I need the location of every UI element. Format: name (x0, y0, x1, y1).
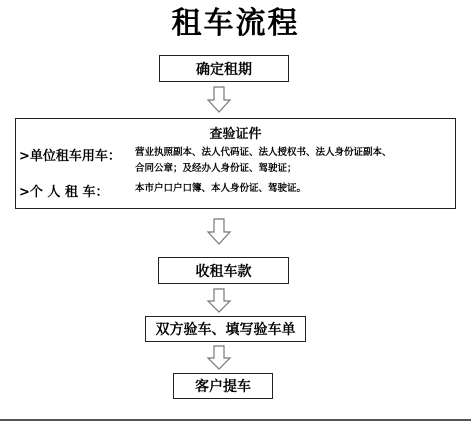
step-confirm-rental-period (159, 55, 289, 82)
company-rental-documents (135, 145, 453, 177)
company-documents-line-1: 营业执照副本、法人代码证、法人授权书、法人身份证副本、 (135, 147, 392, 158)
step-label: 确定租期 (196, 61, 252, 78)
down-arrow-icon (206, 345, 232, 371)
company-documents-line-2: 合同公章；及经办人身份证、驾驶证； (135, 163, 297, 174)
bottom-divider (0, 419, 471, 421)
step-customer-pickup (173, 373, 273, 399)
company-rental-label: >单位租车用车： (19, 149, 121, 164)
down-arrow-icon (206, 86, 232, 114)
individual-rental-label: >个 人 租 车： (19, 185, 109, 200)
individual-rental-documents: 本市户口户口簿、本人身份证、驾驶证。 (135, 183, 307, 194)
step-label: 双方验车、填写验车单 (155, 322, 296, 338)
page-title: 租车流程 (171, 6, 300, 41)
step-label: 收租车款 (195, 263, 252, 280)
document-check-box (15, 118, 456, 209)
step-vehicle-inspection (145, 316, 306, 342)
document-check-title: 查验证件 (209, 127, 262, 142)
step-collect-payment (158, 257, 289, 284)
down-arrow-icon (206, 288, 232, 314)
down-arrow-icon (206, 218, 232, 246)
step-label: 客户提车 (195, 379, 251, 395)
